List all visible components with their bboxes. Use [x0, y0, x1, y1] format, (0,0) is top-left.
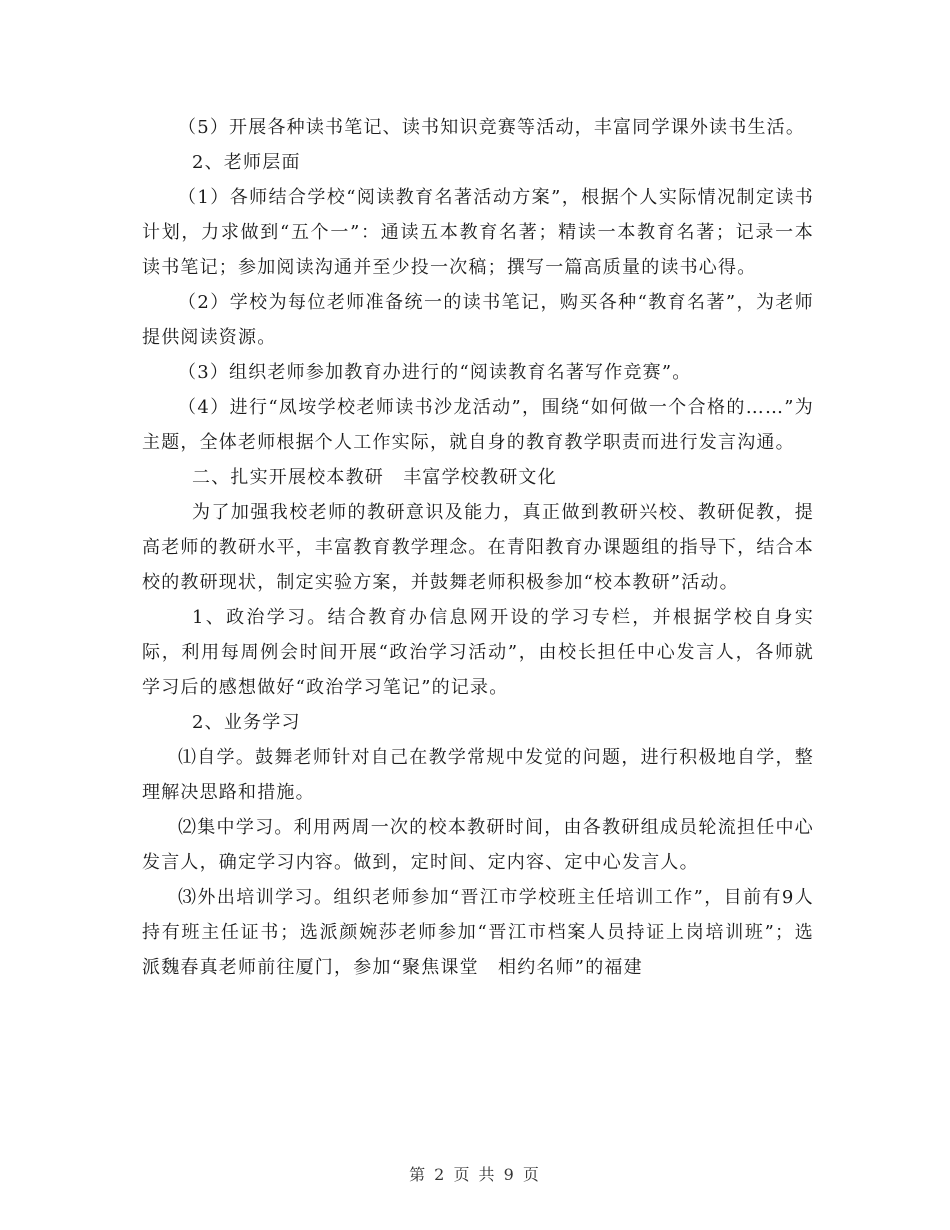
paragraph-writing-contest: （3）组织老师参加教育办进行的“阅读教育名著写作竞赛”。 — [178, 362, 692, 383]
paragraph-external-training: ⑶外出培训学习。组织老师参加“晋江市学校班主任培训工作”，目前有9人持有班主任证书；选派颜婉莎老师参加“晋江市档案人员持证上岗培训班”；选派魏春真老师前往厦门，参加“聚焦课堂 相约名师”的福建 — [142, 887, 814, 978]
page-number-footer: 第 2 页 共 9 页 — [409, 1165, 541, 1184]
document-body — [142, 110, 814, 985]
paragraph-self-study: ⑴自学。鼓舞老师针对自己在教学常规中发觉的问题，进行积极地自学，整理解决思路和措施。 — [142, 747, 814, 803]
heading-school-research: 二、扎实开展校本教研 丰富学校教研文化 — [192, 467, 557, 488]
paragraph-reading-activities: （5）开展各种读书笔记、读书知识竞赛等活动，丰富同学课外读书生活。 — [178, 117, 806, 138]
paragraph-reading-notes: （2）学校为每位老师准备统一的读书笔记，购买各种“教育名著”，为老师提供阅读资源。 — [142, 292, 814, 348]
paragraph-reading-plan: （1）各师结合学校“阅读教育名著活动方案”，根据个人实际情况制定读书计划，力求做到“五个一”：通读五本教育名著；精读一本教育名著；记录一本读书笔记；参加阅读沟通并至少投一次稿；撰写一篇高质量的读书心得。 — [142, 187, 814, 278]
paragraph-political-study: 1、政治学习。结合教育办信息网开设的学习专栏，并根据学校自身实际，利用每周例会时间开展“政治学习活动”，由校长担任中心发言人，各师就学习后的感想做好“政治学习笔记”的记录。 — [142, 607, 814, 698]
heading-teacher-level: 2、老师层面 — [192, 152, 301, 173]
paragraph-research-intro: 为了加强我校老师的教研意识及能力，真正做到教研兴校、教研促教，提高老师的教研水平，丰富教育教学理念。在青阳教育办课题组的指导下，结合本校的教研现状，制定实验方案，并鼓舞老师积极参加“校本教研”活动。 — [142, 502, 814, 593]
heading-professional-study: 2、业务学习 — [192, 712, 301, 733]
paragraph-group-study: ⑵集中学习。利用两周一次的校本教研时间，由各教研组成员轮流担任中心发言人，确定学习内容。做到，定时间、定内容、定中心发言人。 — [142, 817, 814, 873]
paragraph-reading-salon: （4）进行“凤垵学校老师读书沙龙活动”，围绕“如何做一个合格的……”为主题，全体老师根据个人工作实际，就自身的教育教学职责而进行发言沟通。 — [142, 397, 814, 453]
